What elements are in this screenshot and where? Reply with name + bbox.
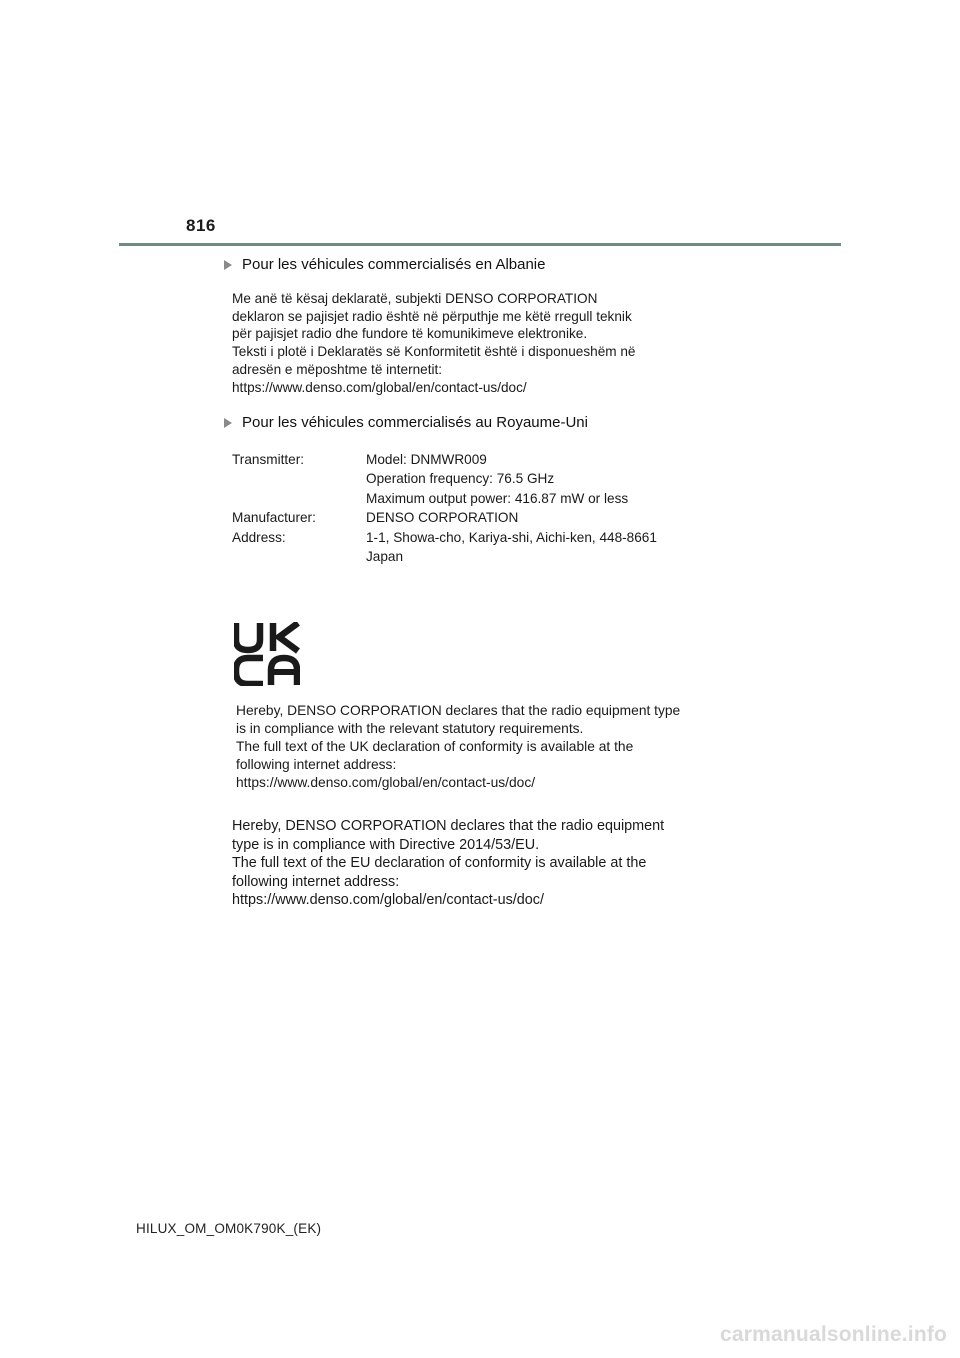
spec-row-transmitter [232, 450, 657, 469]
manufacturer-value: DENSO CORPORATION [366, 510, 519, 526]
footer-code: HILUX_OM_OM0K790K_(EK) [136, 1221, 322, 1236]
ukca-mark-icon [234, 622, 300, 686]
spec-row-power [232, 489, 657, 508]
frequency-value: Operation frequency: 76.5 GHz [366, 471, 555, 487]
triangle-right-icon [224, 418, 232, 428]
albania-heading [224, 256, 545, 274]
address-line2: Japan [366, 549, 404, 565]
spec-row-address-country [232, 547, 657, 566]
header-rule [119, 243, 841, 246]
eu-url: https://www.denso.com/global/en/contact-us/doc/ [232, 892, 544, 909]
eu-line: Hereby, DENSO CORPORATION declares that the radio equipment [232, 818, 665, 834]
uk-heading-text: Pour les véhicules commercialisés au Royaume-Uni [242, 414, 588, 431]
eu-line: The full text of the EU declaration of conformity is available at the [232, 855, 647, 872]
triangle-right-icon [224, 260, 232, 270]
ukca-url: https://www.denso.com/global/en/contact-us/doc/ [236, 774, 536, 790]
model-value: Model: DNMWR009 [366, 452, 487, 467]
address-label: Address: [232, 529, 286, 545]
albania-line: adresën e mëposhtme të internetit: [232, 361, 443, 377]
address-line1: 1-1, Showa-cho, Kariya-shi, Aichi-ken, 448-8661 [366, 529, 657, 545]
albania-line: Me anë të kësaj deklaratë, subjekti DENSO CORPORATION [232, 291, 598, 306]
power-value: Maximum output power: 416.87 mW or less [366, 490, 629, 506]
spec-row-address [232, 528, 657, 547]
eu-line: following internet address: [232, 873, 400, 890]
albania-line: deklaron se pajisjet radio është në përputhje me këtë rregull teknik [232, 308, 632, 324]
eu-declaration [232, 817, 664, 910]
ukca-line: is in compliance with the relevant statutory requirements. [236, 720, 584, 736]
albania-line: për pajisjet radio dhe fundore të komunikimeve elektronike. [232, 326, 588, 342]
spec-row-manufacturer [232, 508, 657, 527]
transmitter-label: Transmitter: [232, 452, 305, 467]
manufacturer-label: Manufacturer: [232, 510, 316, 526]
ukca-line: The full text of the UK declaration of conformity is available at the [236, 738, 634, 754]
ukca-line: Hereby, DENSO CORPORATION declares that the radio equipment type [236, 703, 681, 718]
watermark: carmanualsonline.info [720, 1323, 948, 1346]
albania-url: https://www.denso.com/global/en/contact-us/doc/ [232, 379, 527, 395]
albania-line: Teksti i plotë i Deklaratës së Konformitetit është i disponueshëm në [232, 344, 636, 360]
page-number: 816 [186, 216, 216, 235]
spec-row-frequency [232, 469, 657, 488]
ukca-declaration [236, 702, 680, 792]
albania-declaration [232, 290, 635, 396]
spec-table [232, 450, 657, 566]
eu-line: type is in compliance with Directive 2014/53/EU. [232, 836, 540, 853]
albania-heading-text: Pour les véhicules commercialisés en Albanie [242, 256, 546, 273]
ukca-line: following internet address: [236, 756, 397, 772]
uk-heading [224, 414, 588, 432]
